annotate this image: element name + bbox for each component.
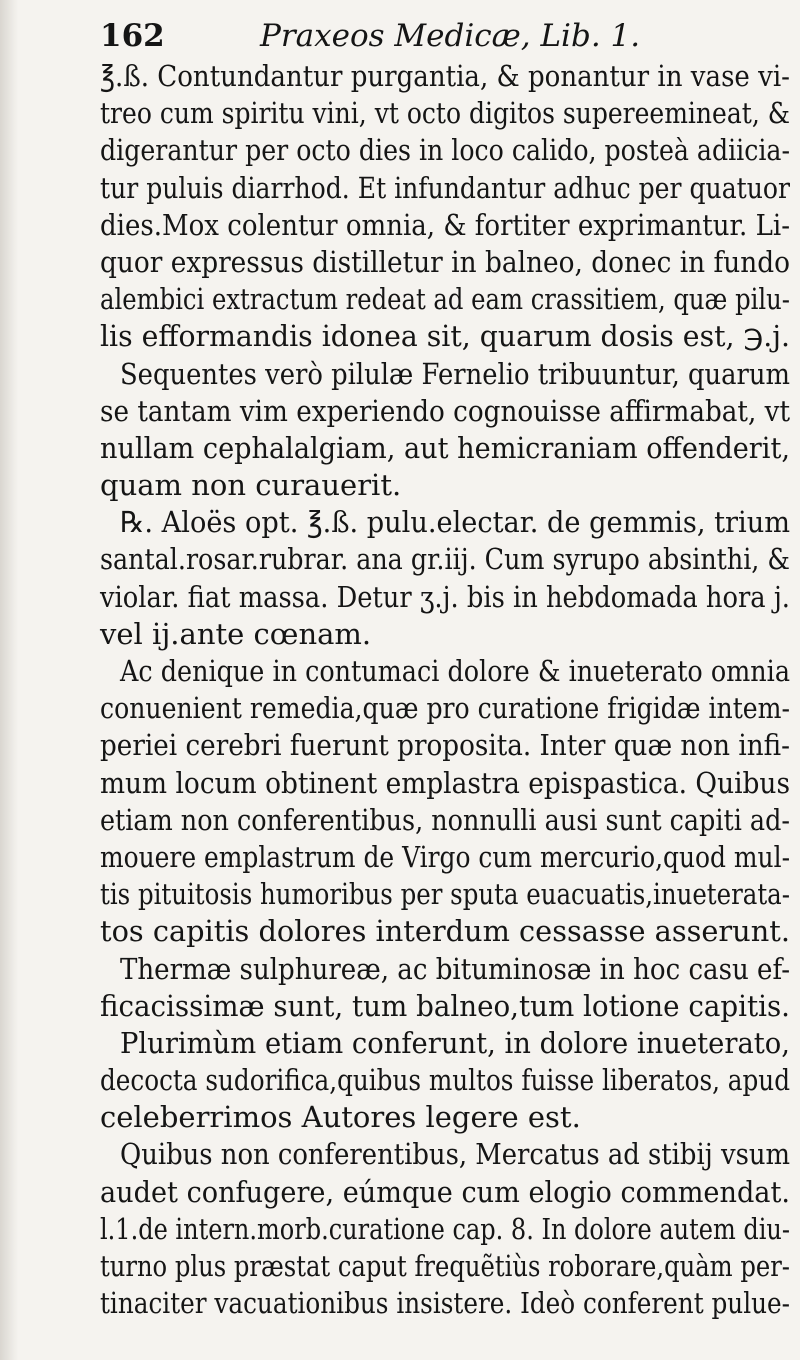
- text-line: dies.Mox colentur omnia, & fortiter exprimantur. Li-: [100, 207, 790, 242]
- running-title: Praxeos Medicæ, Lib. 1.: [260, 18, 641, 54]
- text-line: turno plus præstat caput frequẽtiùs roborare,quàm per-: [100, 1249, 790, 1283]
- text-line: conuenient remedia,quæ pro curatione frigidæ intem-: [100, 691, 790, 726]
- text-line: Quibus non conferentibus, Mercatus ad stibij vsum: [120, 1137, 790, 1172]
- text-line: l.1.de intern.morb.curatione cap. 8. In dolore autem diu-: [100, 1211, 790, 1246]
- text-line: digerantur per octo dies in loco calido, posteà adiicia-: [100, 133, 790, 168]
- text-line: tur puluis diarrhod. Et infundantur adhuc per quatuor: [100, 170, 790, 205]
- text-line: Ac denique in contumaci dolore & inueterato omnia: [120, 654, 790, 688]
- text-line: lis efformandis idonea sit, quarum dosis est, ℈.j.: [100, 319, 790, 354]
- text-line: Plurimùm etiam conferunt, in dolore inueterato,: [120, 1025, 790, 1060]
- text-line: celeberrimos Autores legere est.: [100, 1100, 581, 1135]
- text-line: nullam cephalalgiam, aut hemicraniam offenderit,: [100, 430, 790, 465]
- text-line: periei cerebri fuerunt proposita. Inter quæ non infi-: [100, 728, 790, 763]
- text-line: mouere emplastrum de Virgo cum mercurio,quod mul-: [100, 839, 790, 874]
- text-block: [100, 14, 790, 1322]
- text-line: treo cum spiritu vini, vt octo digitos supereemineat, &: [100, 96, 790, 131]
- text-line: alembici extractum redeat ad eam crassitiem, quæ pilu-: [100, 282, 790, 317]
- page-number: 162: [100, 18, 165, 54]
- text-line: etiam non conferentibus, nonnulli ausi sunt capiti ad-: [100, 802, 790, 837]
- text-line: ℥.ß. Contundantur purgantia, & ponantur in vase vi-: [100, 59, 790, 93]
- text-line: violar. fiat massa. Detur ʒ.j. bis in hebdomada hora j.: [100, 579, 790, 614]
- text-line: tinaciter vacuationibus insistere. Ideò conferent pulue-: [100, 1286, 790, 1321]
- text-line: tis pituitosis humoribus per sputa euacuatis,inueterata-: [100, 877, 790, 912]
- text-line: quam non curauerit.: [100, 468, 402, 503]
- text-line: Thermæ sulphureæ, ac bituminosæ in hoc casu ef-: [120, 951, 790, 986]
- text-line: ficacissimæ sunt, tum balneo,tum lotione capitis.: [100, 988, 790, 1023]
- text-line: quor expressus distilletur in balneo, donec in fundo: [100, 244, 790, 279]
- text-line: decocta sudorifica,quibus multos fuisse liberatos, apud: [100, 1063, 790, 1098]
- text-line: Sequentes verò pilulæ Fernelio tribuuntur, quarum: [120, 356, 790, 391]
- text-line: mum locum obtinent emplastra epispastica. Quibus: [100, 765, 790, 800]
- text-line: se tantam vim experiendo cognouisse affirmabat, vt: [100, 393, 790, 428]
- text-line: vel ij.ante cœnam.: [100, 616, 372, 651]
- running-header: [100, 14, 790, 58]
- text-line: tos capitis dolores interdum cessasse asserunt.: [100, 914, 790, 949]
- text-line: santal.rosar.rubrar. ana gr.iij. Cum syrupo absinthi, &: [100, 542, 790, 577]
- text-line: audet confugere, eúmque cum elogio commendat.: [100, 1174, 790, 1209]
- text-line: ℞. Aloës opt. ℥.ß. pulu.electar. de gemmis, trium: [120, 505, 790, 540]
